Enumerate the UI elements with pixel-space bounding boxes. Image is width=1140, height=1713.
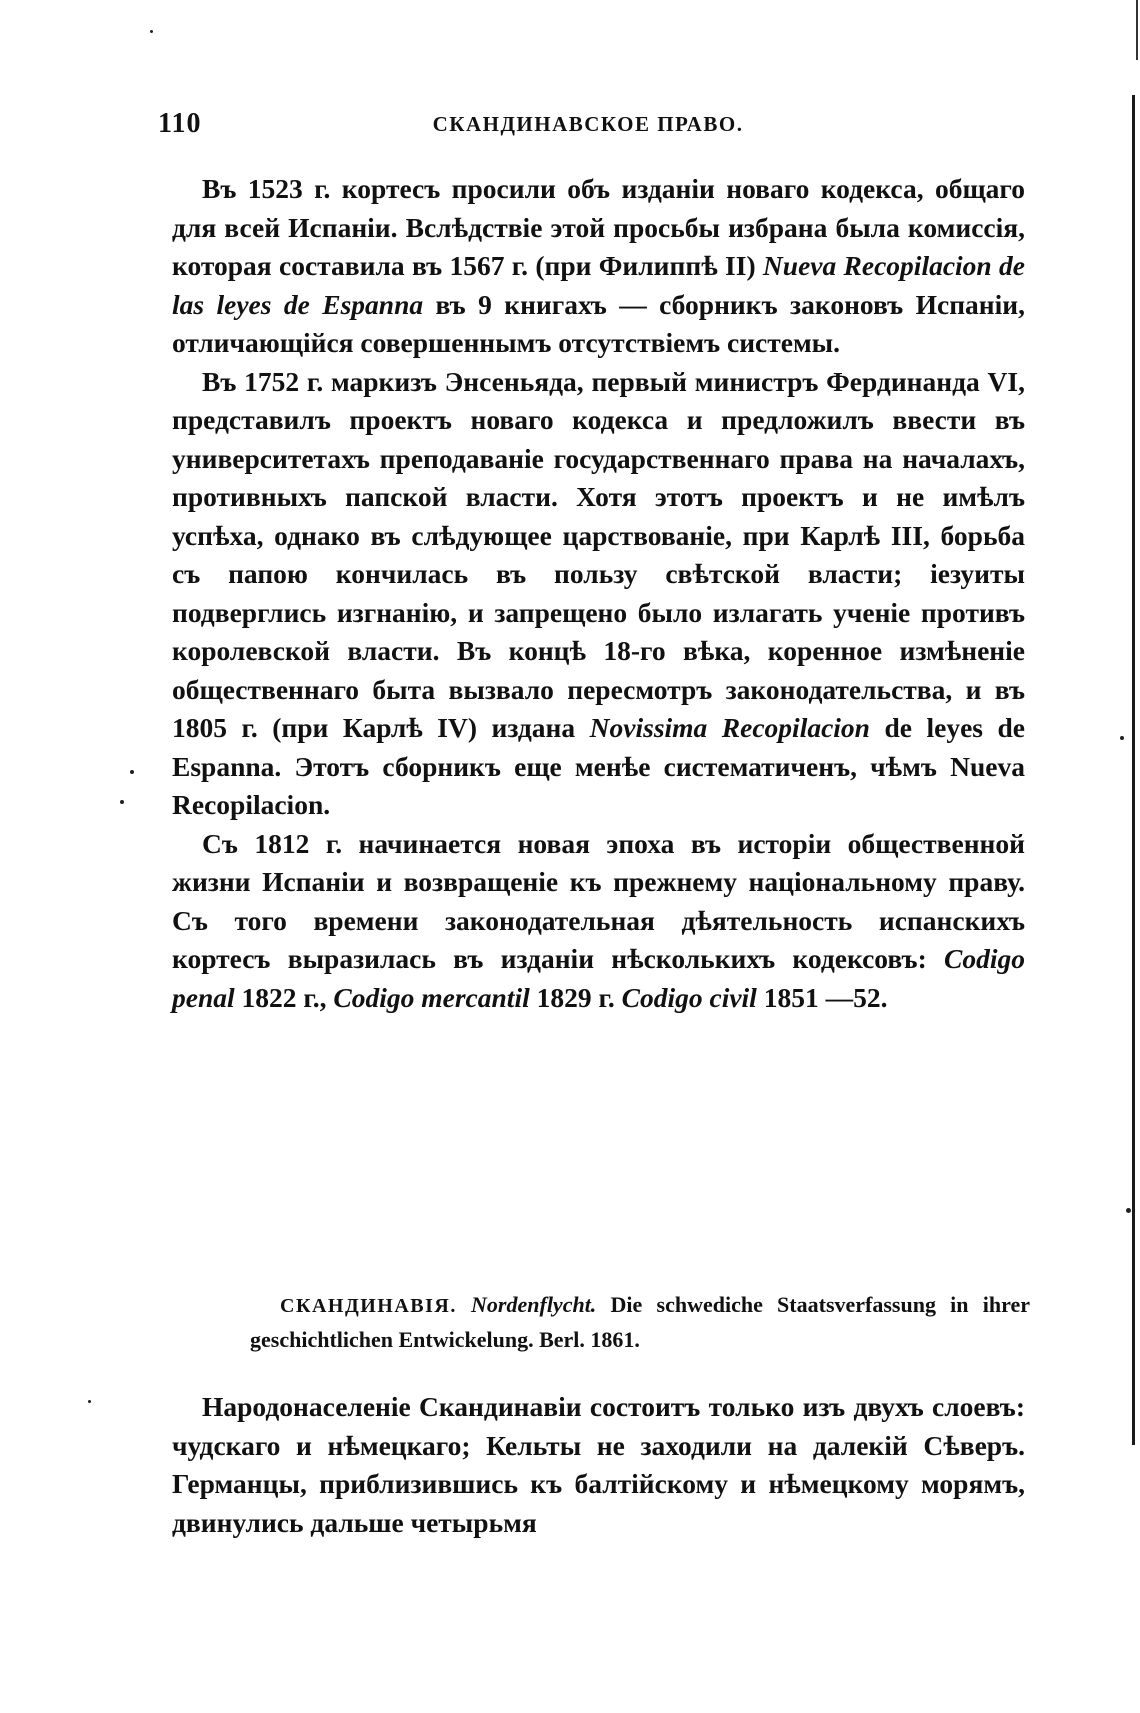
speck — [1126, 1208, 1131, 1213]
body-text — [172, 170, 1025, 1017]
speck — [120, 800, 124, 804]
section-body — [172, 1388, 1025, 1542]
speck — [150, 30, 153, 33]
paragraph-4: Народонаселеніе Скандинавіи состоитъ только изъ двухъ слоевъ: чудскаго и нѣмецкаго; Кельты не заходили на далекій Сѣверъ. Германцы, приблизившись къ балтійскому и нѣмецкому морямъ, двинулись дальше четырьмя — [172, 1391, 1025, 1538]
speck — [1120, 736, 1124, 740]
paragraph-2-text: Въ 1752 г. маркизъ Энсеньяда, первый министръ Фердинанда VI, представилъ проектъ новаго кодекса и предложилъ ввести въ университетахъ преподаваніе государственнаго права на началахъ, противныхъ папской власти. Хотя этотъ проектъ и не имѣлъ успѣха, однако въ слѣдующее царствованіе, при Карлѣ III, борьба съ папою кончилась въ пользу свѣтской власти; іезуиты подверглись изгнанію, и запрещено было излагать ученіе противъ королевской власти. Въ концѣ 18-го вѣка, коренное измѣненіе общественнаго быта вызвало пересмотръ законодательства, и въ 1805 г. (при Карлѣ IV) издана — [172, 365, 1025, 743]
paragraph-2-title: Novissima Recopilacion — [589, 712, 870, 743]
paragraph-3-year-2: 1829 г. — [529, 981, 622, 1013]
page-edge-rule — [1132, 95, 1135, 1445]
paragraph-1-title: Nueva Recopilacion de las leyes de Espanna — [172, 250, 1025, 320]
paragraph-2-text-end: de leyes de Espanna. Этотъ сборникъ еще менѣе систематиченъ, чѣмъ Nueva Recopilacion. — [172, 712, 1025, 820]
paragraph-3 — [172, 825, 1025, 1018]
paragraph-3-text: Съ 1812 г. начинается новая эпоха въ исторіи общественной жизни Испаніи и возвращеніе къ прежнему національному праву. Съ того времени законодательная дѣятельность испанскихъ кортесъ выразилась въ изданіи нѣсколькихъ кодексовъ: — [172, 827, 1025, 974]
page-edge-rule-top — [1136, 0, 1138, 60]
paragraph-3-year-3: 1851 —52. — [756, 981, 888, 1013]
paragraph-2 — [172, 363, 1025, 825]
bibliography-entry — [250, 1288, 1030, 1357]
code-mercantil: Codigo mercantil — [333, 981, 530, 1013]
speck — [88, 1400, 91, 1403]
paragraph-1-text: Въ 1523 г. кортесъ просили объ изданіи новаго кодекса, общаго для всей Испаніи. Вслѣдствіе этой просьбы избрана была комиссія, которая составила въ 1567 г. (при Филиппѣ II) — [172, 173, 1025, 281]
paragraph-1-text-end: въ 9 книгахъ — сборникъ законовъ Испаніи, отличающійся совершеннымъ отсутствіемъ системы. — [172, 288, 1025, 358]
running-head: СКАНДИНАВСКОЕ ПРАВО. — [432, 112, 744, 136]
code-penal: Codigo penal — [172, 943, 1025, 1013]
page-header — [158, 108, 1018, 148]
speck — [130, 770, 134, 774]
section-heading: СКАНДИНАВІЯ. — [280, 1295, 457, 1317]
paragraph-1 — [172, 170, 1025, 363]
code-civil: Codigo civil — [621, 981, 757, 1013]
paragraph-3-year-1: 1822 г., — [234, 981, 334, 1013]
page-number: 110 — [158, 108, 202, 139]
bibliography-title: Die schwediche Staatsverfassung in ihrer geschichtlichen Entwickelung. Berl. 1861. — [250, 1292, 1030, 1352]
bibliography-author: Nordenflycht. — [471, 1292, 597, 1317]
